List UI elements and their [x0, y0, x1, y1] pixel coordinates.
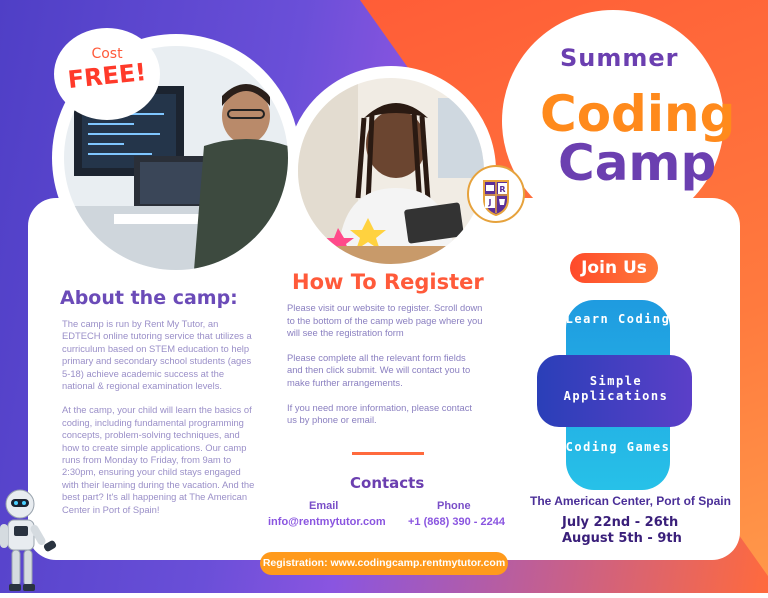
register-text	[287, 302, 483, 439]
registration-link[interactable]: Registration: www.codingcamp.rentmytutor.com	[260, 552, 508, 575]
register-paragraph-1: Please visit our website to register. Scroll down to the bottom of the camp web page where you will see the registration form	[287, 302, 483, 339]
about-heading: About the camp:	[60, 287, 238, 309]
rent-my-tutor-logo	[467, 165, 525, 223]
join-us-button[interactable]: Join Us	[570, 253, 658, 283]
title-camp: Camp	[558, 134, 717, 192]
date-2: August 5th - 9th	[562, 531, 682, 546]
dates	[562, 515, 697, 547]
activity-simple-applications: Simple Applications	[563, 374, 669, 403]
title-summer: Summer	[560, 44, 679, 72]
venue: The American Center, Port of Spain	[530, 494, 731, 508]
contacts-heading: Contacts	[350, 474, 425, 492]
photo-girl-tablet	[298, 78, 484, 264]
about-paragraph-2: At the camp, your child will learn the basics of coding, including fundamental programming concepts, problem-solving techniques, and how to create simple applications. Our camp runs from Monday to Friday, from 9am to 2:30pm, ensuring your child stays engaged with their learning during the vacation. And the best part? It's all happening at The American Center in Port of Spain!	[62, 404, 255, 515]
about-text	[62, 318, 258, 516]
phone-link[interactable]: +1 (868) 390 - 2244	[408, 516, 505, 528]
register-paragraph-3: If you need more information, please contact us by phone or email.	[287, 401, 473, 426]
email-label: Email	[309, 500, 339, 512]
date-1: July 22nd - 26th	[562, 515, 679, 530]
title-coding-text: Coding	[540, 85, 736, 143]
phone-label: Phone	[437, 500, 471, 512]
activity-learn-coding: Learn Coding	[565, 312, 671, 326]
svg-text:R: R	[499, 185, 506, 194]
about-paragraph-1: The camp is run by Rent My Tutor, an EDTECH online tutoring service that utilizes a curriculum based on STEM education to help primary and secondary school students (ages 5-18) achieve academic success at the national & regional examination levels.	[62, 318, 252, 392]
divider	[352, 452, 424, 455]
email-link[interactable]: info@rentmytutor.com	[268, 516, 386, 528]
register-paragraph-2: Please complete all the relevant form fields and then click submit. We will contact you to make further arrangements.	[287, 351, 471, 388]
free-label: FREE!	[66, 57, 148, 95]
cost-label: Cost	[91, 46, 123, 62]
svg-text:J: J	[488, 198, 492, 207]
activity-coding-games: Coding Games	[565, 440, 671, 454]
robot-illustration	[0, 488, 64, 593]
register-heading: How To Register	[292, 270, 484, 294]
cost-badge	[54, 28, 160, 120]
